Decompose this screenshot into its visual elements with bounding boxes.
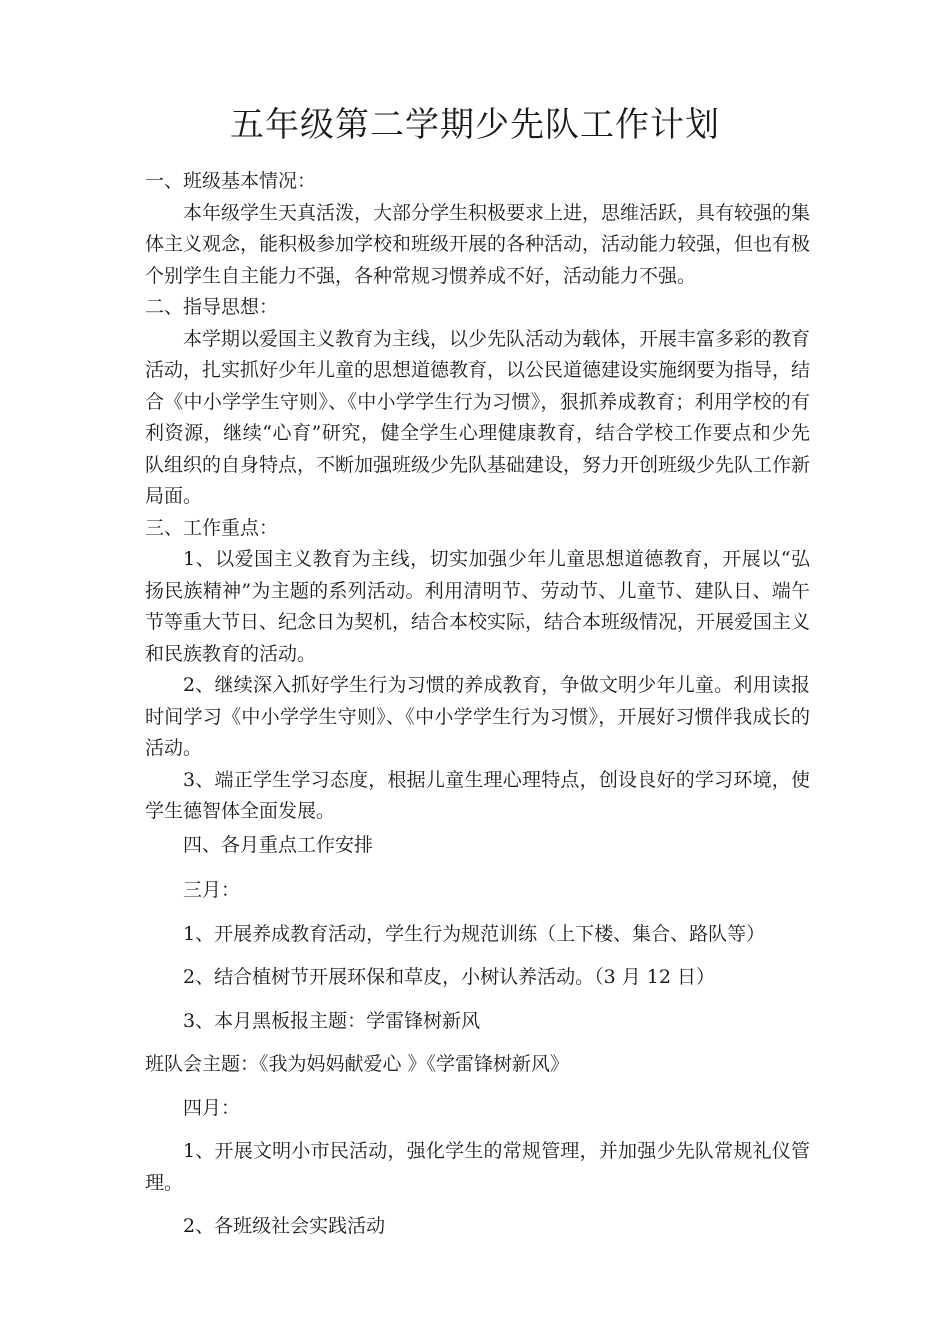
document-body (145, 166, 810, 1243)
section-heading-basic-situation: 一、班级基本情况： (145, 170, 317, 192)
class-meeting-theme: 班队会主题：《我为妈妈献爱心 》《学雷锋树新风》 (145, 1053, 570, 1075)
list-item-march-1: 1、开展养成教育活动，学生行为规范训练（上下楼、集合、路队等） (183, 922, 766, 945)
list-item-april-2: 2、各班级社会实践活动 (183, 1215, 386, 1237)
list-item-march-3: 3、本月黑板报主题：学雷锋树新风 (183, 1009, 481, 1032)
section-heading-guiding-ideology: 二、指导思想： (145, 296, 279, 318)
paragraph-work-focus-2: 2、继续深入抓好学生行为习惯的养成教育，争做文明少年儿童。利用读报时间学习《中小学学生守则》、《中小学学生行为习惯》，开展好习惯伴我成长的活动。 (145, 674, 810, 759)
section-heading-work-focus: 三、工作重点： (145, 516, 279, 539)
paragraph-work-focus-3: 3、端正学生学习态度，根据儿童生理心理特点，创设良好的学习环境，使学生德智体全面发展。 (145, 768, 810, 822)
month-heading-march: 三月： (183, 879, 241, 901)
section-heading-monthly-plan: 四、各月重点工作安排 (183, 833, 374, 856)
list-item-april-1: 1、开展文明小市民活动，强化学生的常规管理，并加强少先队常规礼仪管理。 (145, 1140, 810, 1194)
paragraph-work-focus-1: 1、以爱国主义教育为主线，切实加强少年儿童思想道德教育，开展以“弘扬民族精神”为主题的系列活动。利用清明节、劳动节、儿童节、建队日、端午节等重大节日、纪念日为契机，结合本校实际，结合本班级情况，开展爱国主义和民族教育的活动。 (145, 548, 811, 665)
month-heading-april: 四月： (183, 1096, 241, 1119)
paragraph-guiding-ideology: 本学期以爱国主义教育为主线，以少先队活动为载体，开展丰富多彩的教育活动，扎实抓好少年儿童的思想道德教育，以公民道德建设实施纲要为指导，结合《中小学学生守则》、《中小学学生行为习惯》，狠抓养成教育；利用学校的有利资源，继续“心育”研究，健全学生心理健康教育，结合学校工作要点和少先队组织的自身特点，不断加强班级少先队基础建设，努力开创班级少先队工作新局面。 (145, 327, 811, 507)
paragraph-basic-situation: 本年级学生天真活泼，大部分学生积极要求上进，思维活跃，具有较强的集体主义观念，能积极参加学校和班级开展的各种活动，活动能力较强，但也有极个别学生自主能力不强，各种常规习惯养成不好，活动能力不强。 (145, 201, 811, 287)
list-item-march-2: 2、结合植树节开展环保和草皮，小树认养活动。（3 月 12 日） (183, 966, 715, 988)
document-title: 五年级第二学期少先队工作计划 (230, 105, 720, 145)
